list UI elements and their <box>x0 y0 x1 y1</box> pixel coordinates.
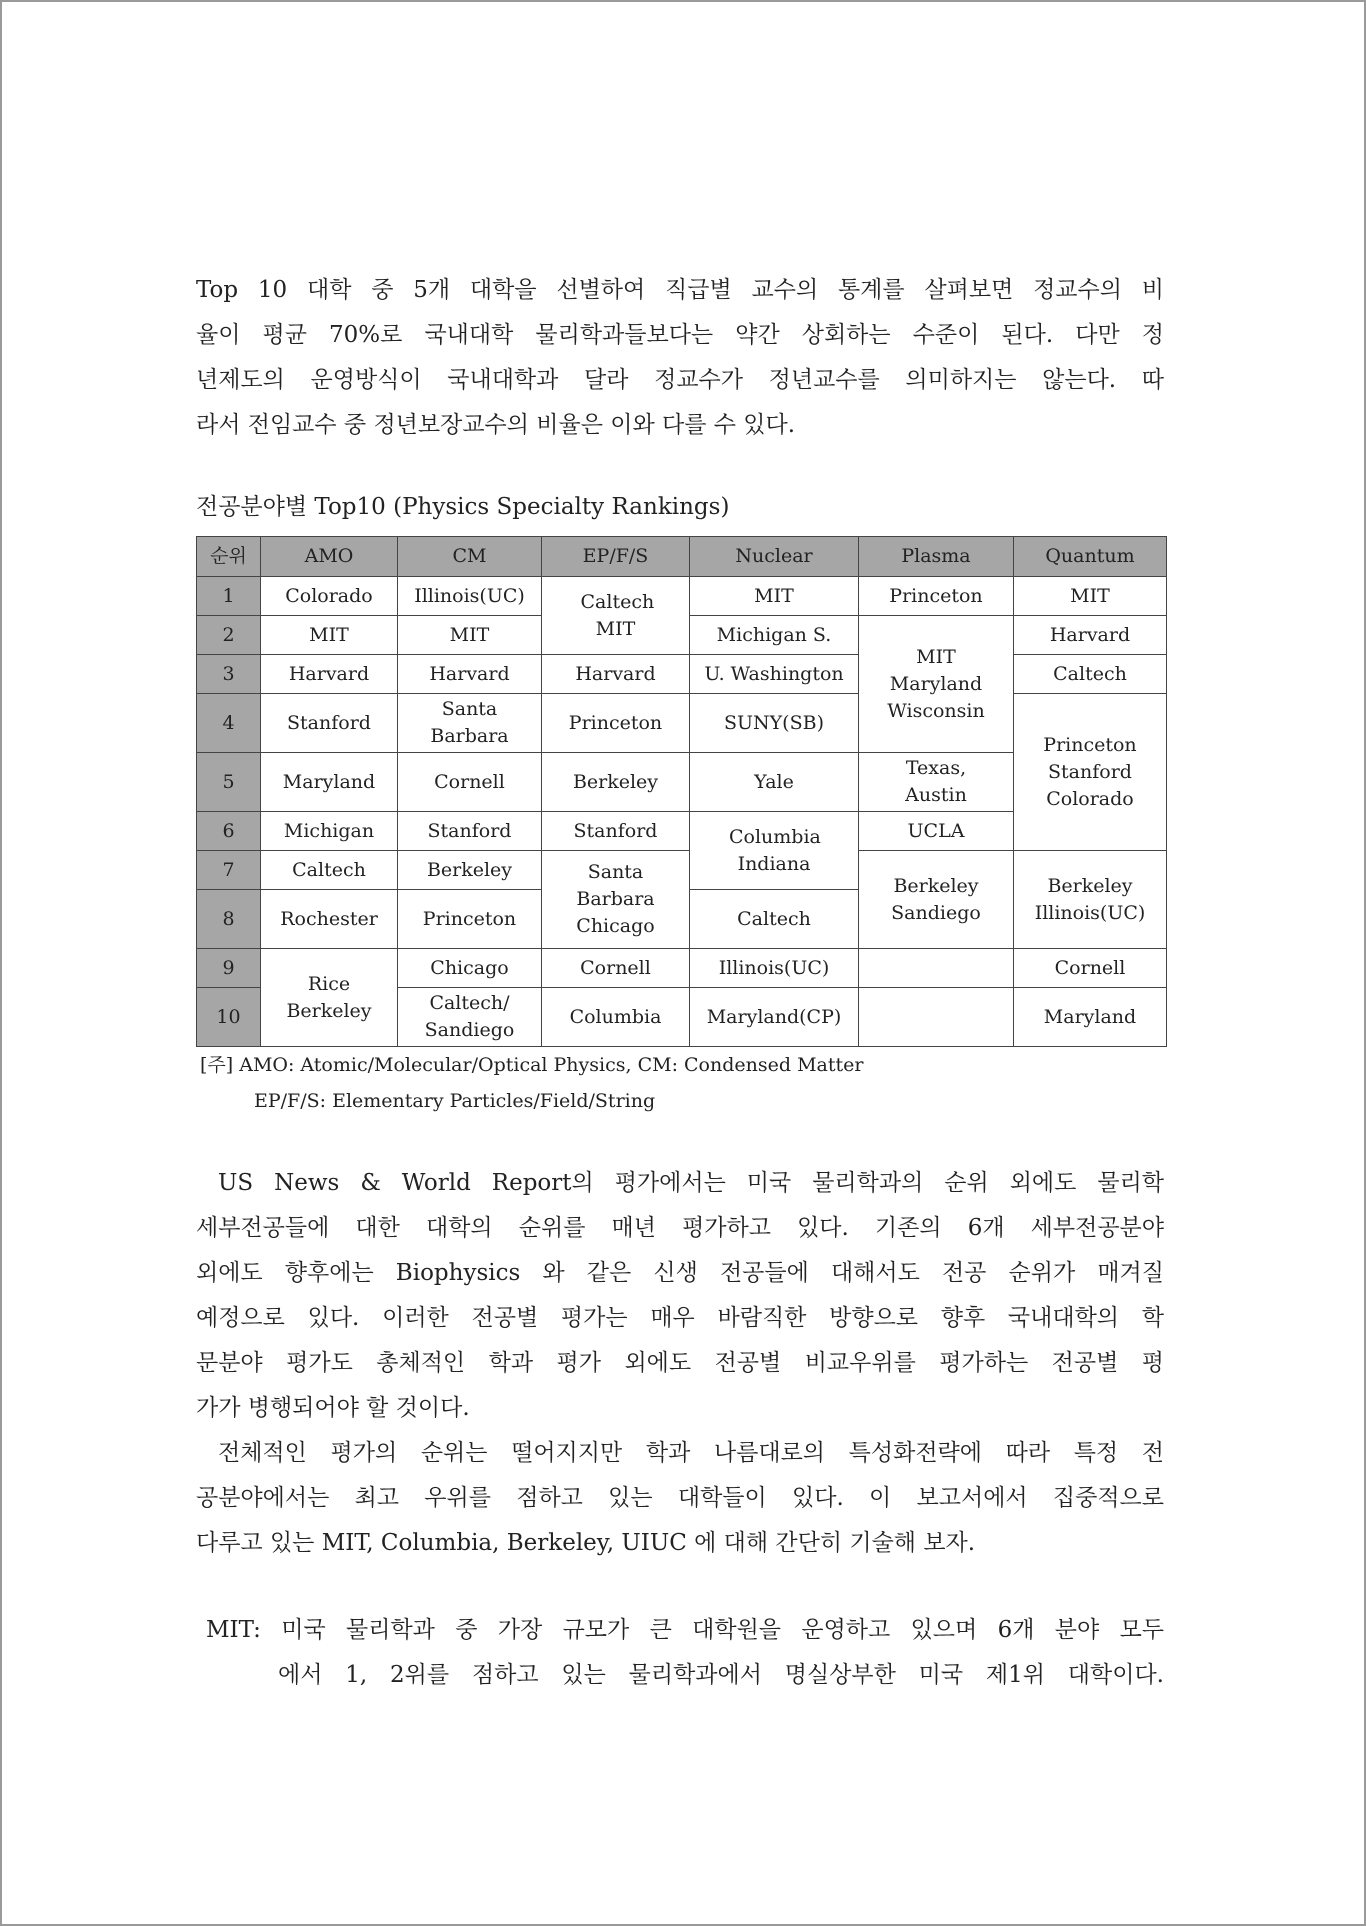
table-cell <box>542 577 690 655</box>
cell-text: Rice Berkeley <box>286 972 372 1022</box>
header-quantum: Quantum <box>1014 537 1167 577</box>
table-cell <box>859 988 1014 1047</box>
table-cell <box>1014 851 1167 949</box>
text-line: MIT: 미국 물리학과 중 가장 규모가 큰 대학원을 운영하고 있으며 6개 분야 모두 <box>206 1617 1164 1643</box>
table-cell: Caltech <box>261 851 398 890</box>
table-cell <box>859 949 1014 988</box>
header-rank: 순위 <box>197 537 261 577</box>
table-cell: Maryland <box>261 753 398 812</box>
table-cell: MIT <box>261 616 398 655</box>
cell-text: Caltech MIT <box>580 590 655 640</box>
document-body <box>196 268 1164 1698</box>
table-cell: Harvard <box>398 655 542 694</box>
header-nuclear: Nuclear <box>690 537 859 577</box>
table-caption: 전공분야별 Top10 (Physics Specialty Rankings) <box>196 494 730 520</box>
text-line: 외에도 향후에는 Biophysics 와 같은 신생 전공들에 대해서도 전공 순위가 매겨질 <box>196 1260 1164 1286</box>
rank-cell: 4 <box>197 694 261 753</box>
table-cell: UCLA <box>859 812 1014 851</box>
table-cell: Cornell <box>398 753 542 812</box>
cell-text: MIT Maryland Wisconsin <box>887 645 985 722</box>
table-cell: Maryland <box>1014 988 1167 1047</box>
text-line: 공분야에서는 최고 우위를 점하고 있는 대학들이 있다. 이 보고서에서 집중적으로 <box>196 1485 1164 1511</box>
table-cell: Illinois(UC) <box>398 577 542 616</box>
table-cell <box>398 694 542 753</box>
table-cell <box>859 616 1014 753</box>
table-cell: Stanford <box>261 694 398 753</box>
header-plasma: Plasma <box>859 537 1014 577</box>
cell-text: Columbia Indiana <box>729 825 821 875</box>
table-row <box>197 577 1167 616</box>
table-cell: Cornell <box>542 949 690 988</box>
text-line: 세부전공들에 대한 대학의 순위를 매년 평가하고 있다. 기존의 6개 세부전공분야 <box>196 1215 1164 1241</box>
table-cell: Cornell <box>1014 949 1167 988</box>
table-cell: Princeton <box>542 694 690 753</box>
table-cell <box>859 753 1014 812</box>
table-cell: Princeton <box>398 890 542 949</box>
header-epfs: EP/F/S <box>542 537 690 577</box>
table-cell: Stanford <box>398 812 542 851</box>
specialty-rankings-table <box>196 536 1167 1047</box>
table-cell: Maryland(CP) <box>690 988 859 1047</box>
header-cm: CM <box>398 537 542 577</box>
table-cell: MIT <box>1014 577 1167 616</box>
text-line: 전체적인 평가의 순위는 떨어지지만 학과 나름대로의 특성화전략에 따라 특정 전 <box>218 1440 1164 1466</box>
table-row <box>197 655 1167 694</box>
text-line: 예정으로 있다. 이러한 전공별 평가는 매우 바람직한 방향으로 향후 국내대학의 학 <box>196 1305 1164 1331</box>
text-line: 문분야 평가도 총체적인 학과 평가 외에도 전공별 비교우위를 평가하는 전공별 평 <box>196 1350 1164 1376</box>
table-cell: Illinois(UC) <box>690 949 859 988</box>
table-cell <box>690 812 859 890</box>
text-line: 가가 병행되어야 할 것이다. <box>196 1395 470 1421</box>
rank-cell: 7 <box>197 851 261 890</box>
note-line: [주] AMO: Atomic/Molecular/Optical Physics, CM: Condensed Matter <box>200 1054 864 1076</box>
table-cell: SUNY(SB) <box>690 694 859 753</box>
table-cell <box>542 851 690 949</box>
table-cell: Harvard <box>542 655 690 694</box>
table-cell: Stanford <box>542 812 690 851</box>
table-row <box>197 694 1167 753</box>
table-cell <box>859 851 1014 949</box>
table-cell: Princeton <box>859 577 1014 616</box>
table-cell: Harvard <box>1014 616 1167 655</box>
table-cell: Chicago <box>398 949 542 988</box>
cell-text: Texas, Austin <box>905 757 967 806</box>
table-cell: Michigan <box>261 812 398 851</box>
table-cell <box>398 988 542 1047</box>
text-line: US News & World Report의 평가에서는 미국 물리학과의 순위 외에도 물리학 <box>218 1170 1164 1196</box>
intro-paragraph <box>196 268 1164 448</box>
cell-text: Berkeley Illinois(UC) <box>1034 874 1146 924</box>
table-row <box>197 949 1167 988</box>
table-cell: Michigan S. <box>690 616 859 655</box>
text-line: 율이 평균 70%로 국내대학 물리학과들보다는 약간 상회하는 수준이 된다. 다만 정 <box>196 322 1164 348</box>
table-header-row <box>197 537 1167 577</box>
specialization-paragraph <box>196 1431 1164 1566</box>
rank-cell: 9 <box>197 949 261 988</box>
rank-cell: 2 <box>197 616 261 655</box>
text-line: Top 10 대학 중 5개 대학을 선별하여 직급별 교수의 통계를 살펴보면 정교수의 비 <box>196 277 1164 303</box>
table-cell: Harvard <box>261 655 398 694</box>
table-cell <box>1014 694 1167 851</box>
table-cell: U. Washington <box>690 655 859 694</box>
cell-text: Berkeley Sandiego <box>891 874 981 924</box>
cell-text: Santa Barbara Chicago <box>576 861 655 937</box>
table-cell: MIT <box>690 577 859 616</box>
rank-cell: 8 <box>197 890 261 949</box>
table-row <box>197 851 1167 890</box>
note-line: EP/F/S: Elementary Particles/Field/String <box>254 1090 656 1112</box>
table-cell: MIT <box>398 616 542 655</box>
table-cell: Berkeley <box>542 753 690 812</box>
table-cell: Yale <box>690 753 859 812</box>
cell-text: Caltech/ Sandiego <box>424 992 515 1041</box>
table-cell: Berkeley <box>398 851 542 890</box>
text-line: 다루고 있는 MIT, Columbia, Berkeley, UIUC 에 대해 간단히 기술해 보자. <box>196 1530 976 1556</box>
text-line: 에서 1, 2위를 점하고 있는 물리학과에서 명실상부한 미국 제1위 대학이다. <box>278 1662 1164 1688</box>
cell-text: Princeton Stanford Colorado <box>1043 733 1137 810</box>
header-amo: AMO <box>261 537 398 577</box>
table-cell: Colorado <box>261 577 398 616</box>
rank-cell: 5 <box>197 753 261 812</box>
rank-cell: 3 <box>197 655 261 694</box>
us-news-paragraph <box>196 1161 1164 1431</box>
table-cell: Rochester <box>261 890 398 949</box>
table-cell: Caltech <box>690 890 859 949</box>
rank-cell: 6 <box>197 812 261 851</box>
cell-text: Santa Barbara <box>430 698 509 747</box>
text-line: 년제도의 운영방식이 국내대학과 달라 정교수가 정년교수를 의미하지는 않는다. 따 <box>196 367 1164 393</box>
table-cell: Caltech <box>1014 655 1167 694</box>
table-note <box>196 1047 1164 1119</box>
rank-cell: 10 <box>197 988 261 1047</box>
mit-paragraph <box>196 1608 1164 1698</box>
table-cell <box>261 949 398 1047</box>
table-cell: Columbia <box>542 988 690 1047</box>
text-line: 라서 전임교수 중 정년보장교수의 비율은 이와 다를 수 있다. <box>196 412 796 438</box>
rank-cell: 1 <box>197 577 261 616</box>
